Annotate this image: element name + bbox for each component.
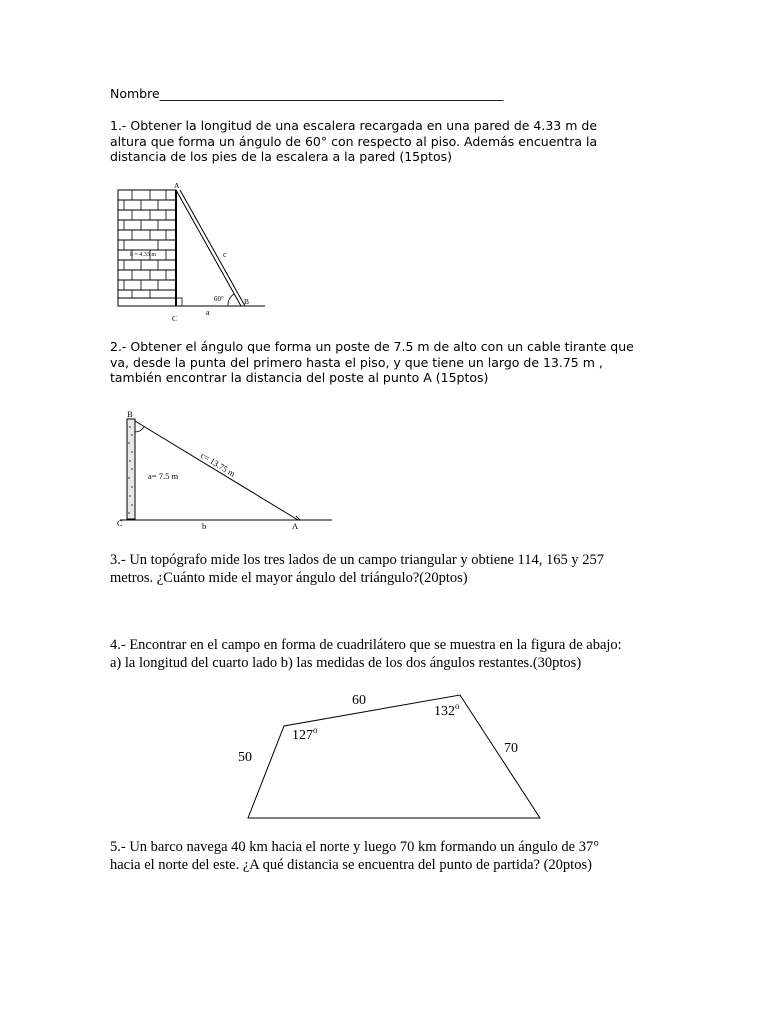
label-angle-60: 60° (214, 295, 224, 303)
label-B-2: B (127, 409, 133, 419)
label-side-70: 70 (504, 741, 518, 756)
label-a-2: a= 7.5 m (148, 471, 179, 481)
question-5-text: 5.- Un barco navega 40 km hacia el norte y luego 70 km formando un ángulo de 37° hacia el norte del este. ¿A qué distancia se encuentra del punto de partida? (20ptos) (110, 839, 599, 873)
question-1-figure (110, 180, 270, 325)
label-b-2: b (202, 521, 207, 531)
label-angle-127: 127$^o$ (292, 725, 318, 743)
label-b: b = 4.33 m (130, 252, 157, 258)
label-c-2: c= 13.75 m (198, 450, 238, 479)
brick-wall (118, 190, 176, 306)
label-A: A (174, 181, 180, 190)
pole (127, 419, 135, 519)
name-label: Nombre (110, 86, 160, 101)
question-3-text: 3.- Un topógrafo mide los tres lados de un campo triangular y obtiene 114, 165 y 257 metros. ¿Cuánto mide el mayor ángulo del triángulo?(20ptos) (110, 552, 604, 586)
question-2-figure (110, 405, 340, 535)
label-C-2: C (117, 518, 123, 528)
angle-arc-60 (228, 294, 234, 306)
question-4-figure (225, 680, 555, 825)
ladder (176, 190, 245, 306)
label-C: C (172, 314, 178, 323)
question-4-text: 4.- Encontrar en el campo en forma de cuadrilátero que se muestra en la figura de abajo: a) la longitud del cuarto lado b) las medidas de los dos ángulos restantes.(30ptos) (110, 637, 622, 671)
name-line: _______________________________________________________ (159, 86, 504, 101)
question-2-text: 2.- Obtener el ángulo que forma un poste de 7.5 m de alto con un cable tirante que va, desde la punta del primero hasta el piso, y que tiene un largo de 13.75 m , también encontrar la distancia del poste al punto A (15ptos) (110, 339, 634, 385)
question-1-text: 1.- Obtener la longitud de una escalera recargada en una pared de 4.33 m de altura que forma un ángulo de 60° con respecto al piso. Además encuentra la distancia de los pies de la escalera a la pared (15ptos) (110, 118, 598, 164)
label-B: B (244, 297, 250, 306)
label-A-2: A (292, 521, 299, 531)
label-c: c (223, 250, 227, 259)
label-angle-132: 132$^o$ (434, 701, 460, 719)
label-a: a (206, 308, 210, 317)
label-side-50: 50 (238, 750, 252, 765)
label-side-60: 60 (352, 693, 366, 708)
quadrilateral (248, 695, 540, 818)
name-field (110, 86, 503, 102)
angle-arc-B (135, 427, 144, 432)
